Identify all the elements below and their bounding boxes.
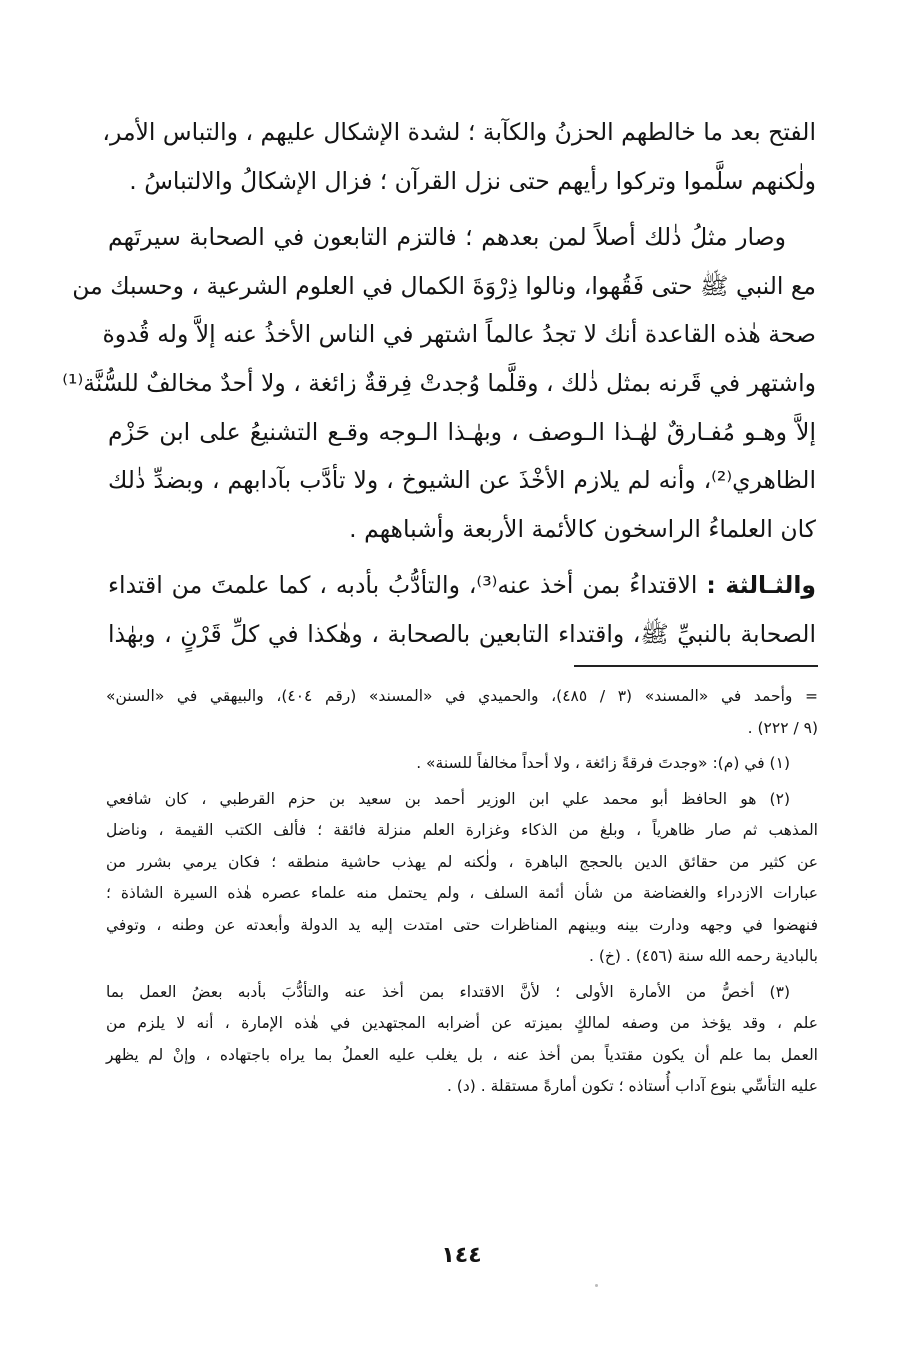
footnote-line: فنهضوا في وجهه ودارت بينه وبينهم المناظرات حتى امتدت إليه يد الدولة وأبعدته عن وطنه ، وتوفي: [106, 915, 818, 934]
footnote-3: [106, 977, 818, 1103]
footnote-line: (١) في (م): «وجدتَ فرقةً زائغة ، ولا أحداً مخالفاً للسنة» .: [416, 754, 790, 772]
footnote-line: المذهب ثم صار ظاهرياً ، وبلغ من الذكاء وغزارة العلم منزلة فائقة ؛ فألف الكتب القيمة ، وناضل: [106, 821, 818, 839]
text-line: وصار مثلُ ذٰلك أصلاً لمن بعدهم ؛ فالتزم التابعون في الصحابة سيرتَهم: [108, 223, 786, 252]
footnote-line: العمل بما علم أن يكون مقتدياً بمن أخذ عنه ، بل يغلب عليه العملُ بما يراه باجتهاده ، وإنْ لم يظهر: [106, 1045, 818, 1064]
scan-speck: [595, 1284, 598, 1287]
footnote-2: [106, 784, 818, 973]
text-line: الصحابة بالنبيِّ ﷺ، واقتداء التابعين بالصحابة ، وهٰكذا في كلِّ قَرْنٍ ، وبهٰذا: [108, 619, 816, 648]
text-line: ولٰكنهم سلَّموا وتركوا رأيهم حتى نزل القرآن ؛ فزال الإشكالُ والالتباسُ .: [129, 166, 816, 195]
paragraph-1: [102, 108, 816, 205]
text-line: كان العلماءُ الراسخون كالأئمة الأربعة وأشباههم .: [349, 514, 816, 543]
text-line: إلاَّ وهـو مُفـارقٌ لهٰـذا الـوصف ، وبهٰـذا الـوجه وقـع التشنيعُ على ابن حَزْم: [108, 417, 816, 446]
footnote-line: بالبادية رحمه الله سنة (٤٥٦) . (خ) .: [588, 947, 818, 965]
footnotes: [106, 681, 818, 1107]
footnote-line: (٩ / ٢٢٢) .: [747, 718, 818, 737]
text-line: [108, 561, 816, 610]
footnote-line: عن كثير من حقائق الدين بالحجج الباهرة ، ولٰكنه لم يهذب حاشية منطقه ؛ فكان يرمي بشرر من: [106, 852, 818, 871]
paragraph-3: [108, 561, 816, 658]
footnote-separator: [574, 665, 818, 667]
footnote-line: (٣) أخصُّ من الأمارة الأولى ؛ لأنَّ الاقتداء بمن أخذ عنه والتأدُّبَ بأدبه بعضُ العمل بما: [106, 982, 790, 1001]
text-line: صحة هٰذه القاعدة أنك لا تجدُ عالماً اشتهر في الناس الأخذُ عنه إلاَّ وله قُدوة: [102, 320, 816, 349]
section-lead: والثـالثة :: [706, 571, 816, 600]
text-line: مع النبي ﷺ حتى فَقُهوا، ونالوا ذِرْوَةَ الكمال في العلوم الشرعية ، وحسبك من: [72, 271, 816, 300]
text-run: الاقتداءُ بمن أخذ عنه⁽³⁾، والتأدُّبُ بأدبه ، كما علمتَ من اقتداء: [108, 571, 707, 600]
footnote-line: = وأحمد في «المسند» (٣ / ٤٨٥)، والحميدي في «المسند» (رقم ٤٠٤)، والبيهقي في «السنن»: [106, 687, 819, 705]
main-text: [62, 108, 816, 667]
text-line: واشتهر في قَرنه بمثل ذٰلك ، وقلَّما وُجدتْ فِرقةٌ زائغة ، ولا أحدٌ مخالفٌ للسُّنَّة⁽¹⁾: [62, 368, 816, 397]
footnote-line: عبارات الازدراء والغضاضة من شأن أئمة السلف ، ولم يحتمل منه علماء عصره هٰذه السيرة الشاذة ؛: [106, 884, 818, 902]
footnote-line: عليه التأسِّي بنوع آداب أُستاذه ؛ تكون أمارةً مستقلة . (د) .: [446, 1077, 818, 1095]
text-line: الظاهري⁽²⁾، وأنه لم يلازم الأخْذَ عن الشيوخ ، ولا تأدَّب بآدابهم ، وبضدِّ ذٰلك: [108, 466, 816, 495]
text-line: الفتح بعد ما خالطهم الحزنُ والكآبة ؛ لشدة الإشكال عليهم ، والتباس الأمر،: [102, 118, 816, 146]
footnote-line: (٢) هو الحافظ أبو محمد علي ابن الوزير أحمد بن سعيد بن حزم القرطبي ، كان شافعي: [106, 789, 790, 808]
page-number: ١٤٤: [441, 1243, 482, 1268]
footnote-continuation: [106, 681, 818, 744]
paragraph-2: [62, 213, 816, 553]
footnote-line: علم ، وقد يؤخذ من وصفه لمالكٍ بميزته عن أضرابه المجتهدين في هٰذه الإمارة ، أنه لا يلزم من: [106, 1014, 818, 1032]
footnote-1: [106, 748, 818, 780]
